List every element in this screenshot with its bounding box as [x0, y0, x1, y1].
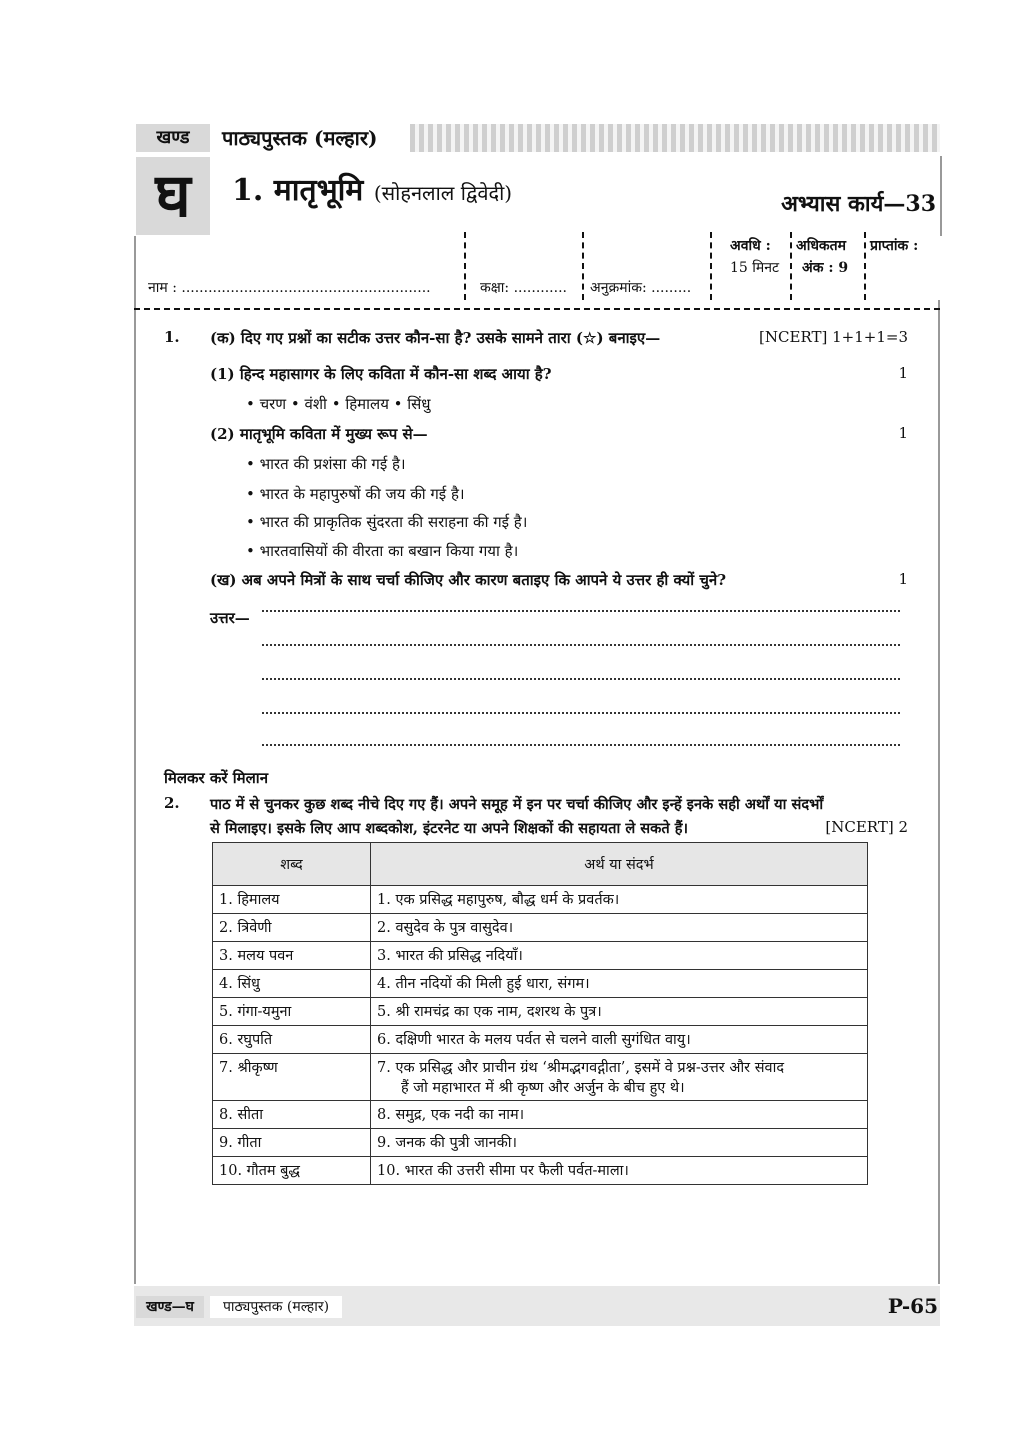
word-cell: 5. गंगा-यमुना — [213, 998, 371, 1026]
meaning-line: 7. एक प्रसिद्ध और प्राचीन ग्रंथ ‘श्रीमद्भगवद्गीता’, इसमें वे प्रश्न-उत्तर और संवाद — [377, 1060, 785, 1076]
q1-part-a-marks: [NCERT] 1+1+1=3 — [759, 328, 908, 346]
table-row — [213, 1129, 868, 1157]
word-cell: 10. गौतम बुद्ध — [213, 1157, 371, 1185]
exercise-number: अभ्यास कार्य—33 — [781, 191, 936, 217]
max-marks-label: अधिकतम — [796, 238, 847, 254]
max-marks-value: अंक : 9 — [802, 260, 849, 276]
word-cell: 1. हिमालय — [213, 886, 371, 914]
table-row — [213, 1054, 868, 1101]
word-cell: 3. मलय पवन — [213, 942, 371, 970]
class-field: कक्षा: ............ — [480, 280, 567, 296]
chapter-author: (सोहनलाल द्विवेदी) — [373, 181, 513, 205]
chapter-title — [232, 168, 512, 209]
q1-part-a: (क) दिए गए प्रश्नों का सटीक उत्तर कौन-सा है? उसके सामने तारा (☆) बनाइए— — [210, 329, 661, 347]
word-cell: 7. श्रीकृष्ण — [213, 1054, 371, 1101]
q1-sub2-marks: 1 — [898, 424, 908, 442]
info-divider — [464, 232, 466, 300]
info-divider — [864, 232, 866, 300]
page-number: P-65 — [887, 1294, 938, 1318]
q2-instruction-line2: से मिलाइए। इसके लिए आप शब्दकोश, इंटरनेट या अपने शिक्षकों की सहायता ले सकते हैं। — [210, 820, 689, 837]
q1-sub1-options: • चरण • वंशी • हिमालय • सिंधु — [246, 395, 431, 413]
q2-instruction-line1: पाठ में से चुनकर कुछ शब्द नीचे दिए गए हैं। अपने समूह में इन पर चर्चा कीजिए और इन्हें इनके सही अर्थों या संदर्भों — [210, 796, 824, 813]
meaning-cell: 8. समुद्र, एक नदी का नाम। — [371, 1101, 868, 1129]
q2-marks: [NCERT] 2 — [825, 818, 908, 836]
q1-sub1-marks: 1 — [898, 364, 908, 382]
meaning-cell — [371, 1054, 868, 1101]
answer-line[interactable] — [262, 677, 900, 680]
q1-sub1: (1) हिन्द महासागर के लिए कविता में कौन-सा शब्द आया है? — [210, 365, 552, 383]
section-tab: खण्ड — [136, 124, 210, 152]
duration-label: अवधि : — [730, 238, 771, 254]
answer-line[interactable] — [262, 711, 900, 714]
duration-value: 15 मिनट — [730, 260, 780, 276]
chapter-name: 1. मातृभूमि — [232, 173, 364, 208]
column-header-word: शब्द — [213, 843, 371, 886]
word-cell: 4. सिंधु — [213, 970, 371, 998]
q1-part-b: (ख) अब अपने मित्रों के साथ चर्चा कीजिए और कारण बताइए कि आपने ये उत्तर ही क्यों चुने? — [210, 571, 726, 589]
answer-label: उत्तर— — [210, 609, 250, 627]
info-divider — [582, 232, 584, 300]
table-row — [213, 1026, 868, 1054]
book-title: पाठ्यपुस्तक (मल्हार) — [210, 124, 422, 152]
right-frame — [938, 300, 940, 1284]
answer-line[interactable] — [262, 743, 900, 746]
meaning-cell: 2. वसुदेव के पुत्र वासुदेव। — [371, 914, 868, 942]
meaning-cell: 9. जनक की पुत्री जानकी। — [371, 1129, 868, 1157]
meaning-cell: 4. तीन नदियों की मिली हुई धारा, संगम। — [371, 970, 868, 998]
info-divider — [710, 232, 712, 300]
table-row — [213, 998, 868, 1026]
meaning-cell: 5. श्री रामचंद्र का एक नाम, दशरथ के पुत्र। — [371, 998, 868, 1026]
info-bottom-rule — [134, 308, 940, 310]
table-row — [213, 1157, 868, 1185]
word-cell: 8. सीता — [213, 1101, 371, 1129]
header-stripe — [410, 124, 940, 152]
table-row — [213, 942, 868, 970]
meaning-cell: 1. एक प्रसिद्ध महापुरुष, बौद्ध धर्म के प्रवर्तक। — [371, 886, 868, 914]
info-divider — [790, 232, 792, 300]
q1-number: 1. — [164, 328, 180, 346]
footer-book-title: पाठ्यपुस्तक (मल्हार) — [210, 1296, 342, 1318]
word-cell: 2. त्रिवेणी — [213, 914, 371, 942]
word-cell: 9. गीता — [213, 1129, 371, 1157]
meaning-cell: 6. दक्षिणी भारत के मलय पर्वत से चलने वाली सुगंधित वायु। — [371, 1026, 868, 1054]
q2-number: 2. — [164, 794, 180, 812]
column-header-meaning: अर्थ या संदर्भ — [371, 843, 868, 886]
name-field: नाम : ........................................................ — [148, 280, 431, 296]
table-row — [213, 1101, 868, 1129]
answer-line[interactable] — [262, 609, 900, 612]
matching-table — [212, 842, 868, 1185]
roll-field: अनुक्रमांक: ......... — [590, 280, 692, 296]
q1-option: • भारत की प्राकृतिक सुंदरता की सराहना की गई है। — [246, 513, 528, 531]
q1-option: • भारतवासियों की वीरता का बखान किया गया है। — [246, 542, 519, 560]
table-row — [213, 914, 868, 942]
q1-option: • भारत के महापुरुषों की जय की गई है। — [246, 485, 465, 503]
meaning-cell: 3. भारत की प्रसिद्ध नदियाँ। — [371, 942, 868, 970]
obtained-marks: प्राप्तांक : — [870, 238, 919, 254]
section-letter: घ — [136, 157, 210, 235]
table-row — [213, 970, 868, 998]
q1-option: • भारत की प्रशंसा की गई है। — [246, 455, 406, 473]
q1-sub2: (2) मातृभूमि कविता में मुख्य रूप से— — [210, 425, 428, 443]
q2-heading: मिलकर करें मिलान — [164, 769, 269, 787]
footer-section: खण्ड—घ — [136, 1296, 204, 1318]
left-frame — [134, 236, 136, 1284]
q1-part-b-marks: 1 — [898, 570, 908, 588]
word-cell: 6. रघुपति — [213, 1026, 371, 1054]
meaning-cell: 10. भारत की उत्तरी सीमा पर फैली पर्वत-माला। — [371, 1157, 868, 1185]
table-row — [213, 886, 868, 914]
answer-line[interactable] — [262, 643, 900, 646]
meaning-line: हैं जो महाभारत में श्री कृष्ण और अर्जुन के बीच हुए थे। — [401, 1080, 685, 1096]
